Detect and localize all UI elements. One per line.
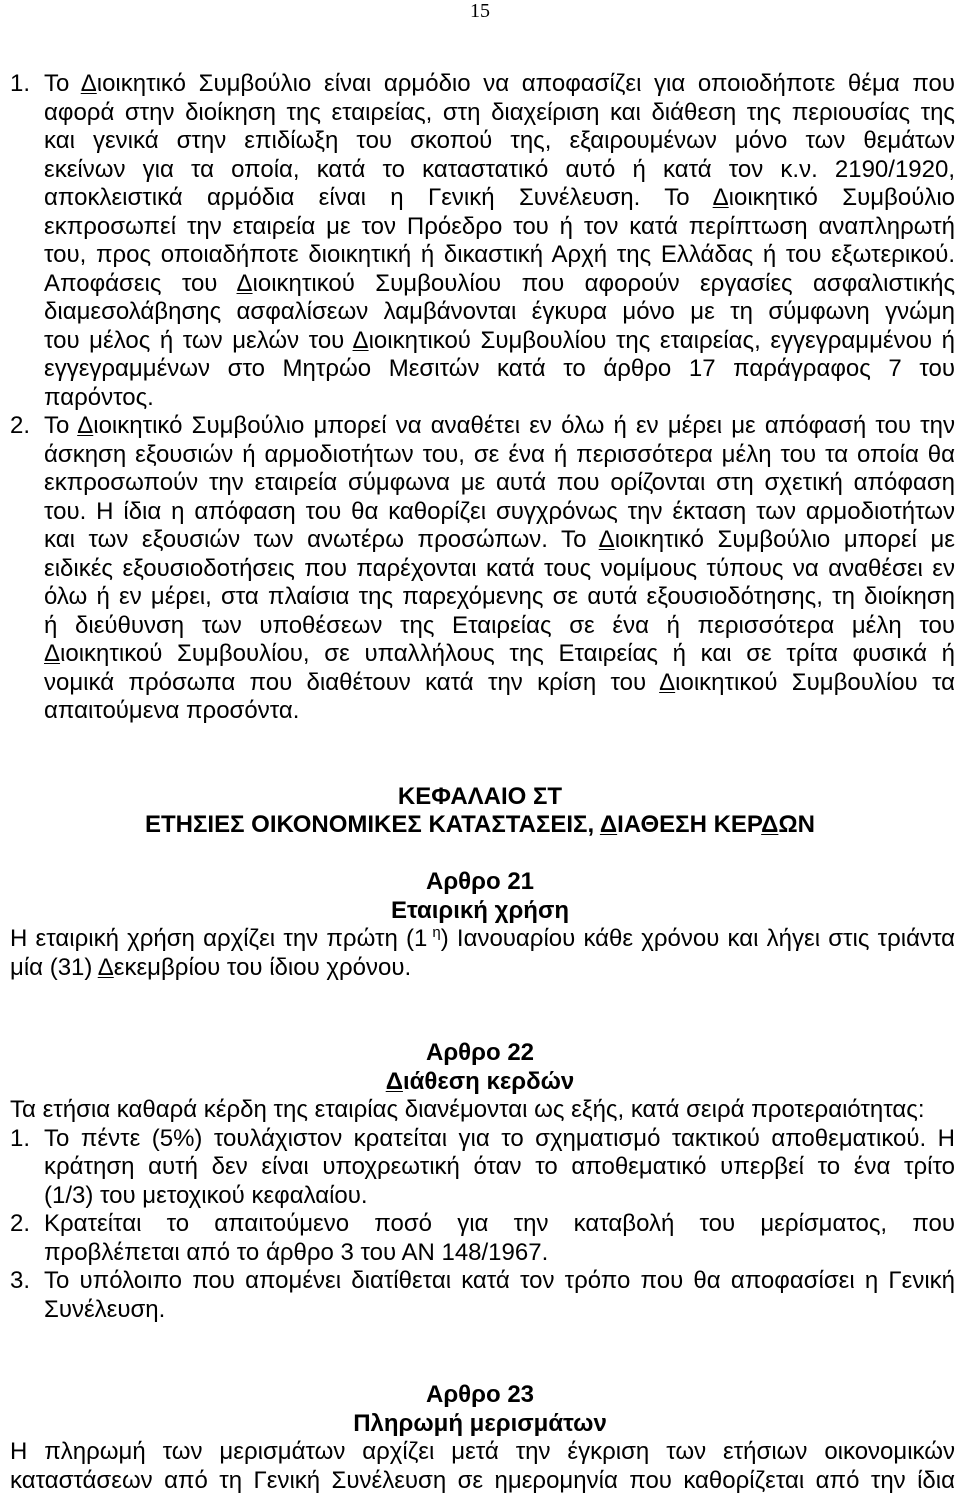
paragraph-text-line: Το Διοικητικό Συμβούλιο μπορεί να αναθέτει εν όλω ή εν μέρει με απόφασή του την — [44, 412, 955, 439]
list-item-text-line: Το πέντε (5%) τουλάχιστον κρατείται για το σχηματισμό τακτικού αποθεματικού. Η — [44, 1124, 955, 1152]
paragraph-text-line: και των εξουσιών των ανωτέρω προσώπων. Το Διοικητικό Συμβούλιο μπορεί με — [44, 526, 955, 553]
paragraph-text-line: ή διεύθυνση των υποθέσεων της Εταιρείας σε ένα ή περισσότερα μέλη του — [44, 611, 955, 639]
paragraph-text-line: του. Η ίδια η απόφαση του θα καθορίζει συγχρόνως την έκταση των αρμοδιοτήτων — [44, 497, 955, 525]
delta-glyph: Δ — [44, 640, 61, 667]
delta-glyph: Δ — [77, 412, 94, 439]
article-21-subtitle: Εταιρική χρήση — [390, 896, 570, 924]
list-item-text-line: Κρατείται το απαιτούμενο ποσό για την καταβολή του μερίσματος, που — [44, 1210, 955, 1237]
delta-glyph: Δ — [599, 811, 618, 838]
article-22-list-item-3 — [0, 1267, 960, 1324]
list-item-text-line: (1/3) του μετοχικού κεφαλαίου. — [44, 1181, 368, 1209]
list-item-text-line: Συνέλευση. — [44, 1295, 166, 1323]
paragraph-text-line: διαμεσολάβησης ασφαλίσεων λαμβάνονται έγκυρα μόνο με τη σύμφωνη γνώμη — [44, 298, 955, 325]
paragraph-text-line: εκπροσωπεί την εταιρεία με τον Πρόεδρο του ή τον κατά περίπτωση αναπληρωτή — [44, 212, 955, 240]
paragraph-number: 2. — [10, 412, 31, 439]
paragraph-text-line: αφορά στην διοίκηση της εταιρείας, στη διαχείριση και διάθεση της περιουσίας της — [44, 98, 955, 126]
article-22-subtitle: Διάθεση κερδών — [385, 1067, 575, 1095]
paragraph-text-line: νομικά πρόσωπα που διαθέτουν κατά την κρίση του Διοικητικού Συμβουλίου τα — [44, 668, 955, 696]
paragraph-text-line: απαιτούμενα προσόντα. — [44, 697, 300, 724]
delta-glyph: Δ — [80, 70, 97, 97]
article-21-text-line: μία (31) Δεκεμβρίου του ίδιου χρόνου. — [10, 953, 412, 981]
paragraph-text-line: και γενικά στην επιδίωξη του σκοπού της, εξαιρουμένων μόνο των θεμάτων — [44, 127, 955, 154]
article-23-subtitle: Πληρωμή μερισμάτων — [353, 1409, 607, 1437]
paragraph-text-line: Το Διοικητικό Συμβούλιο είναι αρμόδιο να αποφασίζει για οποιοδήποτε θέμα που — [44, 70, 956, 97]
paragraph-text-line: εκπροσωπούν την εταιρεία σύμφωνα με αυτά που ορίζονται στη σχετική απόφαση — [44, 469, 955, 496]
article-21-heading: Αρθρο 21 — [425, 868, 535, 895]
delta-glyph: Δ — [352, 326, 369, 354]
paragraph-text-line: αποκλειστικά αρμόδια είναι η Γενική Συνέλευση. Το Διοικητικό Συμβούλιο — [44, 184, 956, 211]
list-item-text-line: κράτηση αυτή δεν είναι υποχρεωτική όταν το αποθεματικό υπερβεί το ένα τρίτο — [44, 1153, 955, 1180]
article-21-text-part: Η εταιρική χρήση αρχίζει την πρώτη (1 — [10, 925, 428, 952]
delta-glyph: Δ — [236, 269, 253, 297]
ordinal-superscript: η — [432, 924, 441, 941]
list-item-number: 2. — [10, 1210, 31, 1237]
list-item-number: 1. — [10, 1124, 31, 1152]
paragraph-text-line: εκείνων για τα οποία, κατά το καταστατικό αυτό ή κατά τον κ.ν. 2190/1920, — [44, 155, 955, 183]
numbered-paragraph-1 — [0, 70, 960, 412]
article-22-list-item-2 — [0, 1210, 960, 1267]
paragraph-text-line: του μέλος ή των μελών του Διοικητικού Συμβουλίου της εταιρείας, εγγεγραμμένου ή — [44, 326, 955, 354]
delta-glyph: Δ — [761, 811, 779, 838]
document-page — [0, 70, 960, 1495]
paragraph-text-line: παρόντος. — [44, 383, 154, 411]
article-23-text-line: Η πληρωμή των μερισμάτων αρχίζει μετά την έγκριση των ετήσιων οικονομικών — [10, 1438, 955, 1465]
paragraph-text-line: άσκηση εξουσιών ή αρμοδιοτήτων του, σε ένα ή περισσότερα μέλη του τα οποία θα — [44, 440, 955, 468]
delta-glyph: Δ — [385, 1067, 403, 1095]
paragraph-text-line: όλω ή εν μέρει, στα πλαίσια της παρεχόμενης σε αυτά εξουσιοδότησης, τη διοίκηση — [44, 583, 955, 610]
paragraph-number: 1. — [10, 70, 31, 97]
article-22-list-item-1 — [0, 1125, 960, 1211]
paragraph-text-line: Διοικητικού Συμβουλίου, σε υπαλλήλους της Εταιρείας ή και σε τρίτα φυσικά ή — [44, 640, 955, 667]
article-22-heading: Αρθρο 22 — [425, 1039, 535, 1066]
delta-glyph: Δ — [712, 184, 729, 211]
delta-glyph: Δ — [659, 668, 676, 696]
numbered-paragraph-2 — [0, 412, 960, 726]
article-23-heading: Αρθρο 23 — [425, 1381, 535, 1408]
list-item-number: 3. — [10, 1267, 31, 1294]
article-21-text-line — [0, 925, 960, 954]
chapter-label: ΚΕΦΑΛΑΙΟ ΣΤ — [397, 782, 563, 810]
page-number: 15 — [470, 0, 490, 22]
delta-glyph: Δ — [97, 953, 114, 981]
paragraph-text-line: του, προς οποιαδήποτε διοικητική ή δικαστική Αρχή της Ελλάδας ή του εξωτερικού. — [44, 241, 955, 268]
chapter-title: ΕΤΗΣΙΕΣ ΟΙΚΟΝΟΜΙΚΕΣ ΚΑΤΑΣΤΑΣΕΙΣ, ΔΙΑΘΕΣΗ ΚΕΡΔΩΝ — [145, 811, 815, 838]
article-22-intro: Τα ετήσια καθαρά κέρδη της εταιρίας διανέμονται ως εξής, κατά σειρά προτεραιότητας: — [10, 1096, 925, 1123]
paragraph-text-line: Αποφάσεις του Διοικητικού Συμβουλίου που αφορούν εργασίες ασφαλιστικής — [44, 269, 956, 297]
list-item-text-line: Το υπόλοιπο που απομένει διατίθεται κατά τον τρόπο που θα αποφασίσει η Γενική — [44, 1267, 955, 1294]
paragraph-text-line: ειδικές εξουσιοδοτήσεις που παρέχονται κατά τους νομίμους τύπους να αναθέσει εν — [44, 554, 955, 582]
paragraph-text-line: εγγεγραμμένων στο Μητρώο Μεσιτών κατά το άρθρο 17 παράγραφος 7 του — [44, 355, 955, 382]
article-21-text-part: ) Ιανουαρίου κάθε χρόνου και λήγει στις τριάντα — [440, 925, 955, 952]
delta-glyph: Δ — [598, 526, 615, 553]
list-item-text-line: προβλέπεται από το άρθρο 3 του ΑΝ 148/1967. — [44, 1238, 549, 1266]
article-23-text-line: καταστάσεων από τη Γενική Συνέλευση σε ημερομηνία που καθορίζεται από την ίδια — [10, 1466, 955, 1494]
